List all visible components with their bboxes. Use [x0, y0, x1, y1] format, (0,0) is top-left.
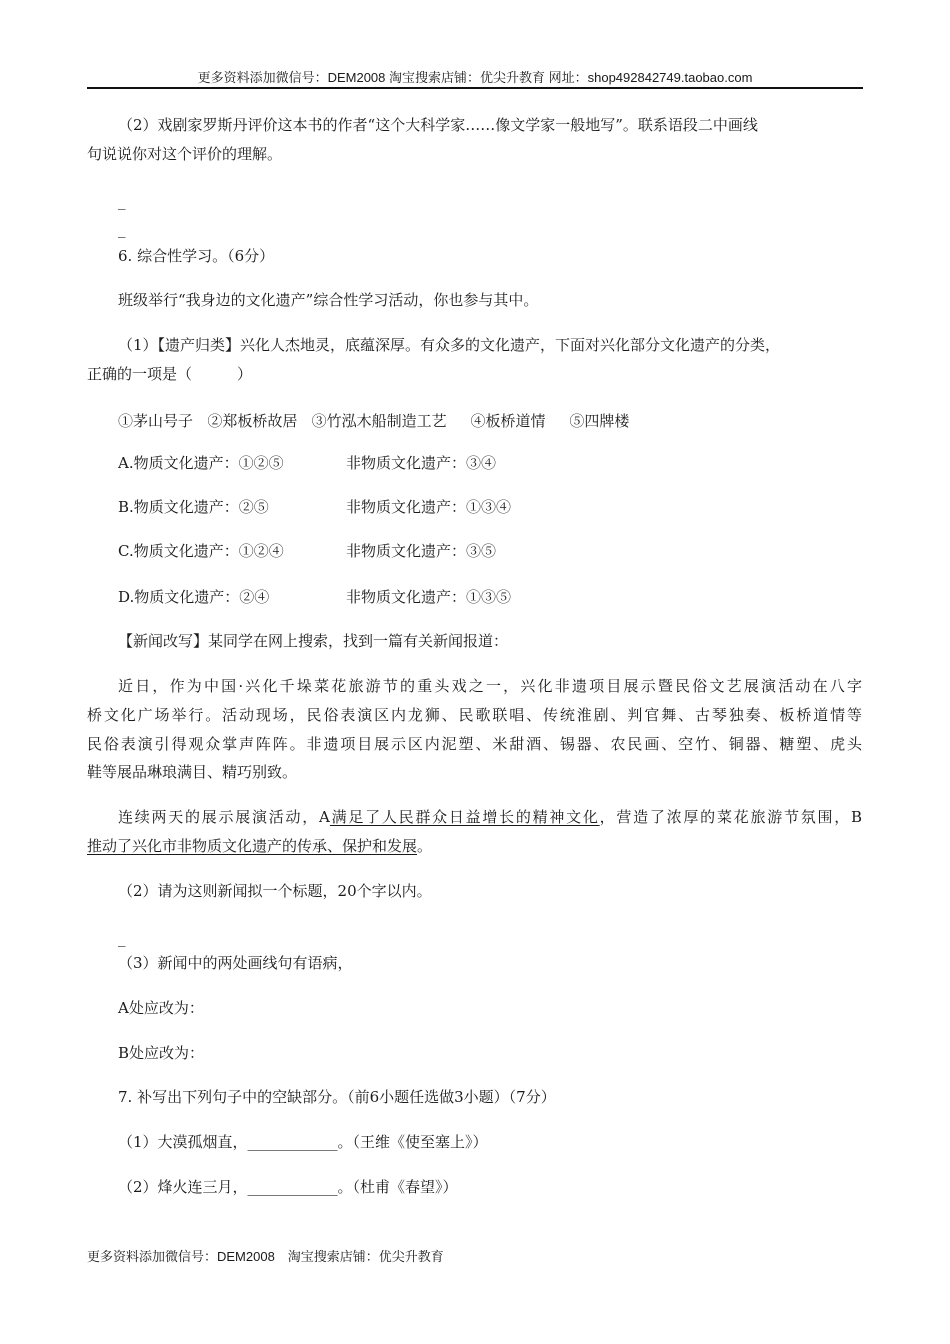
q5-2-line2: 句说说你对这个评价的理解。 — [87, 145, 283, 163]
text: ，营造了浓厚的菜花旅游节氛围，B — [599, 808, 862, 826]
page-header: 更多资料添加微信号：DEM2008 淘宝搜索店铺：优尖升教育 网址：shop492842749.taobao.com — [197, 70, 753, 85]
fill-blank[interactable]: ____________ — [247, 1133, 338, 1151]
text: 。（王维《使至塞上》） — [337, 1133, 488, 1151]
page-footer: 更多资料添加微信号：DEM2008 淘宝搜索店铺：优尖升教育 — [87, 1249, 444, 1264]
fix-b-label[interactable]: B处应改为： — [118, 1044, 205, 1062]
option-a[interactable] — [118, 453, 862, 473]
news-intro: 【新闻改写】某同学在网上搜索，找到一篇有关新闻报道： — [118, 632, 509, 650]
header-rule — [87, 87, 863, 89]
news-p1-line: 民俗表演引得观众掌声阵阵。非遗项目展示区内泥塑、米甜酒、锡器、农民画、空竹、铜器、糖塑、虎头 — [87, 735, 862, 753]
news-p1-line: 近日，作为中国·兴化千垛菜花旅游节的重头戏之一，兴化非遗项目展示暨民俗文艺展演活动在八字 — [118, 677, 862, 695]
q7-title: 7. 补写出下列句子中的空缺部分。（前6小题任选做3小题）（7分） — [118, 1088, 556, 1106]
option-material: B.物质文化遗产：②⑤ — [118, 498, 269, 516]
answer-blank[interactable]: _ — [118, 192, 126, 210]
text: 。 — [417, 837, 433, 855]
fill-blank[interactable]: ____________ — [247, 1178, 338, 1196]
heritage-item: ③竹泓木船制造工艺 — [311, 412, 447, 430]
q6-2: （2）请为这则新闻拟一个标题，20个字以内。 — [118, 882, 432, 900]
q5-2-line1: （2）戏剧家罗斯丹评价这本书的作者“这个大科学家……像文学家一般地写”。联系语段二中画线 — [118, 116, 758, 134]
q6-intro: 班级举行“我身边的文化遗产”综合性学习活动，你也参与其中。 — [118, 291, 539, 309]
text: （1）大漠孤烟直， — [118, 1133, 248, 1151]
option-c[interactable] — [118, 541, 862, 561]
underlined-sentence-a: 满足了人民群众日益增长的精神文化 — [329, 808, 600, 826]
text: （2）烽火连三月， — [118, 1178, 248, 1196]
q7-item-2 — [118, 1177, 862, 1197]
option-nonmaterial: 非物质文化遗产：③⑤ — [346, 542, 497, 560]
heritage-item: ④板桥道情 — [470, 412, 546, 430]
option-nonmaterial: 非物质文化遗产：③④ — [346, 454, 497, 472]
option-material: A.物质文化遗产：①②⑤ — [118, 454, 284, 472]
q6-1-line1: （1）【遗产归类】兴化人杰地灵，底蕴深厚。有众多的文化遗产，下面对兴化部分文化遗产的分类， — [118, 336, 781, 354]
news-p1-line: 鞋等展品琳琅满目、精巧别致。 — [87, 763, 298, 781]
text: 连续两天的展示展演活动，A — [118, 808, 330, 826]
fix-a-label[interactable]: A处应改为： — [118, 999, 204, 1017]
news-p2-line1 — [118, 807, 862, 827]
heritage-item: ①茅山号子 — [118, 412, 194, 430]
heritage-items — [118, 411, 862, 431]
heritage-item: ⑤四牌楼 — [569, 412, 630, 430]
option-b[interactable] — [118, 497, 862, 517]
news-p2-line2 — [87, 836, 862, 856]
answer-blank[interactable]: _ — [118, 220, 126, 238]
option-nonmaterial: 非物质文化遗产：①③④ — [346, 498, 512, 516]
answer-blank[interactable]: _ — [118, 929, 126, 947]
heritage-item: ②郑板桥故居 — [207, 412, 298, 430]
underlined-sentence-b: 推动了兴化市非物质文化遗产的传承、保护和发展 — [87, 837, 418, 855]
option-d[interactable] — [118, 587, 862, 607]
q6-3: （3）新闻中的两处画线句有语病， — [118, 954, 353, 972]
q7-item-1 — [118, 1132, 862, 1152]
q6-1-line2: 正确的一项是（ ） — [87, 365, 253, 383]
news-p1-line: 桥文化广场举行。活动现场，民俗表演区内龙狮、民歌联唱、传统淮剧、判官舞、古琴独奏、板桥道情等 — [87, 706, 862, 724]
text: 。（杜甫《春望》） — [337, 1178, 458, 1196]
option-material: D.物质文化遗产：②④ — [118, 588, 270, 606]
q6-title: 6. 综合性学习。（6分） — [118, 247, 275, 265]
option-nonmaterial: 非物质文化遗产：①③⑤ — [346, 588, 512, 606]
option-material: C.物质文化遗产：①②④ — [118, 542, 284, 560]
